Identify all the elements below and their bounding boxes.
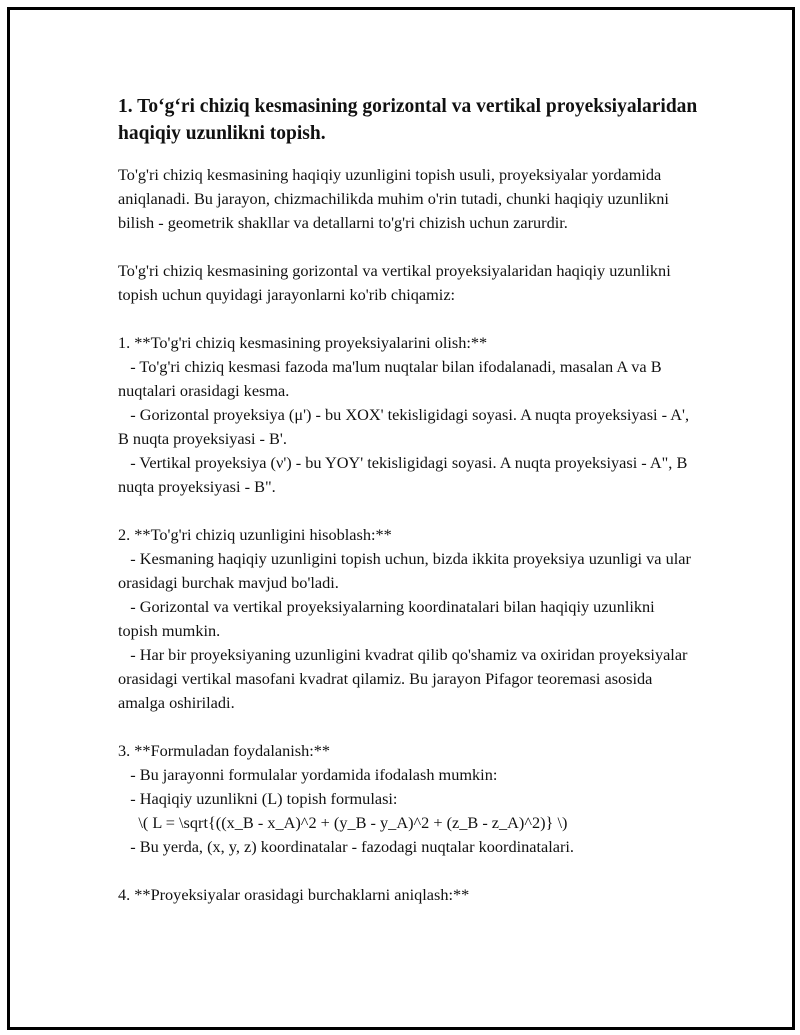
section-1: 1. **To'g'ri chiziq kesmasining proyeksiyalarini olish:** - To'g'ri chiziq kesmasi fazoda ma'lum nuqtalar bilan ifodalanadi, masalan A va B nuqtalari orasidagi kesma. - Gorizontal proyeksiya (μ') - bu XOX' tekisligidagi soyasi. A nuqta proyeksiyasi - A', B nuqta proyeksiyasi - B'. - Vertikal proyeksiya (ν') - bu YOY' tekisligidagi soyasi. A nuqta proyeksiyasi - A", B nuqta proyeksiyasi - B". — [118, 333, 690, 496]
section-2: 2. **To'g'ri chiziq uzunligini hisoblash:** - Kesmaning haqiqiy uzunligini topish uchun, bizda ikkita proyeksiya uzunligi va ular orasidagi burchak mavjud bo'ladi. - Gorizontal va vertikal proyeksiyalarning koordinatalari bilan haqiqiy uzunlikni topish mumkin. - Har bir proyeksiyaning uzunligini kvadrat qilib qo'shamiz va oxiridan proyeksiyalar orasidagi vertikal masofani kvadrat qilamiz. Bu jarayon Pifagor teoremasi asosida amalga oshiriladi. — [118, 525, 691, 712]
intro-paragraph: To'g'ri chiziq kesmasining haqiqiy uzunligini topish usuli, proyeksiyalar yordamida aniqlanadi. Bu jarayon, chizmachilikda muhim o'rin tutadi, chunki haqiqiy uzunlikni bilish - geometrik shakllar va detallarni to'g'ri chizish uchun zarurdir. — [118, 165, 674, 232]
document-heading: 1. To‘g‘ri chiziq kesmasining gorizontal va vertikal proyeksiyalaridan haqiqiy uzunlikni topish. — [118, 96, 698, 144]
paragraph-gap — [118, 499, 698, 523]
lead-paragraph: To'g'ri chiziq kesmasining gorizontal va vertikal proyeksiyalaridan haqiqiy uzunlikni topish uchun quyidagi jarayonlarni ko'rib chiqamiz: — [118, 261, 675, 304]
section-4: 4. **Proyeksiyalar orasidagi burchaklarni aniqlash:** — [118, 885, 470, 904]
paragraph-gap — [118, 235, 698, 259]
paragraph-gap — [118, 859, 698, 883]
section-3: 3. **Formuladan foydalanish:** - Bu jarayonni formulalar yordamida ifodalash mumkin: - Haqiqiy uzunlikni (L) topish formulasi: \( L = \sqrt{((x_B - x_A)^2 + (y_B - y_A)^2 + (z_B - z_A)^2)} \) - Bu yerda, (x, y, z) koordinatalar - fazodagi nuqtalar koordinatalari. — [118, 741, 575, 856]
paragraph-gap — [118, 715, 698, 739]
paragraph-gap — [118, 307, 698, 331]
document-body — [118, 93, 698, 907]
